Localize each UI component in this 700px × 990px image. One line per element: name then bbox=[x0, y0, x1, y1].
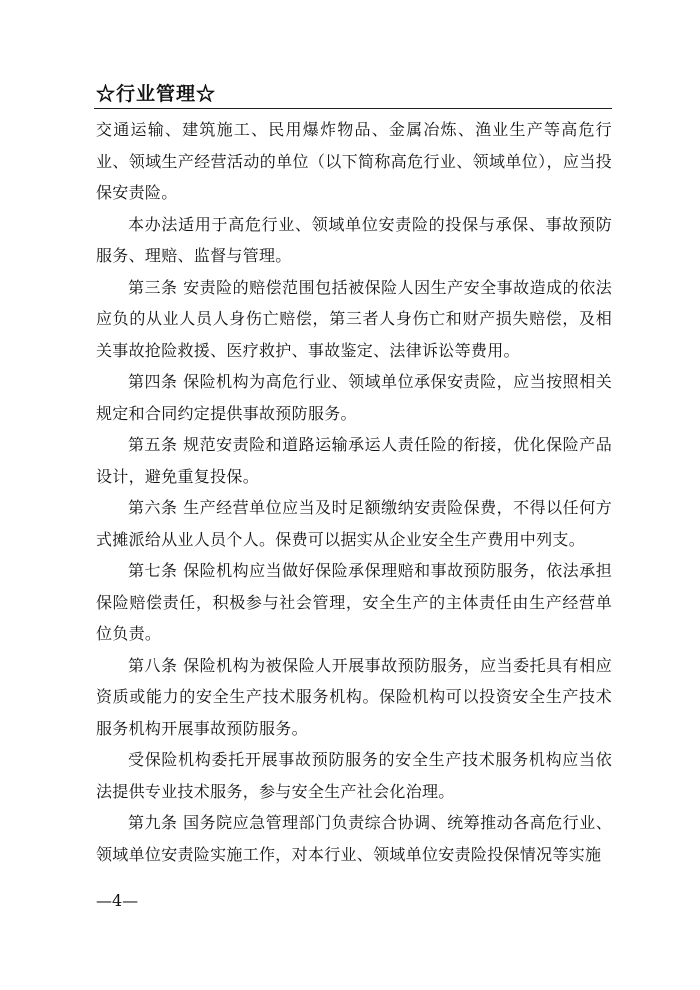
body-paragraph: 第七条 保险机构应当做好保险承保理赔和事故预防服务，依法承担保险赔偿责任，积极参与社会管理，安全生产的主体责任由生产经营单位负责。 bbox=[96, 561, 612, 643]
body-paragraph: 受保险机构委托开展事故预防服务的安全生产技术服务机构应当依法提供专业技术服务，参与安全生产社会化治理。 bbox=[96, 750, 612, 801]
section-header-title: ☆行业管理☆ bbox=[96, 83, 217, 105]
body-paragraph: 第三条 安责险的赔偿范围包括被保险人因生产安全事故造成的依法应负的从业人员人身伤亡赔偿，第三者人身伤亡和财产损失赔偿，及相关事故抢险救援、医疗救护、事故鉴定、法律诉讼等费用。 bbox=[96, 277, 612, 360]
page-number: —4— bbox=[96, 891, 139, 910]
body-paragraph: 第八条 保险机构为被保险人开展事故预防服务，应当委托具有相应资质或能力的安全生产技术服务机构。保险机构可以投资安全生产技术服务机构开展事故预防服务。 bbox=[96, 655, 612, 738]
body-paragraph: 第五条 规范安责险和道路运输承运人责任险的衔接，优化保险产品设计，避免重复投保。 bbox=[96, 435, 612, 486]
body-paragraph: 第六条 生产经营单位应当及时足额缴纳安责险保费，不得以任何方式摊派给从业人员个人。保费可以据实从企业安全生产费用中列支。 bbox=[96, 498, 612, 549]
header-divider bbox=[94, 108, 612, 109]
body-paragraph: 第四条 保险机构为高危行业、领域单位承保安责险，应当按照相关规定和合同约定提供事故预防服务。 bbox=[96, 372, 612, 423]
body-paragraph: 第九条 国务院应急管理部门负责综合协调、统筹推动各高危行业、领域单位安责险实施工作，对本行业、领域单位安责险投保情况等实施 bbox=[96, 813, 612, 864]
document-body bbox=[96, 114, 612, 870]
body-paragraph: 本办法适用于高危行业、领域单位安责险的投保与承保、事故预防服务、理赔、监督与管理。 bbox=[96, 214, 612, 265]
body-paragraph: 交通运输、建筑施工、民用爆炸物品、金属冶炼、渔业生产等高危行业、领域生产经营活动的单位（以下简称高危行业、领域单位），应当投保安责险。 bbox=[96, 120, 612, 202]
